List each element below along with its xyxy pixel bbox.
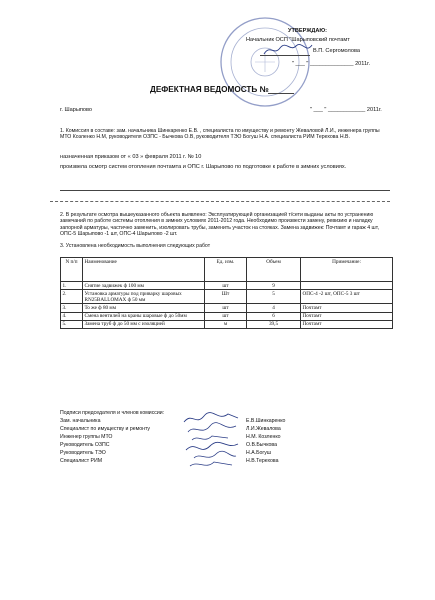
table-row (61, 290, 393, 304)
signatory-name: Н.В.Терехова (246, 458, 279, 464)
cell-name: Установка арматуры под приварку шаровых RN25BALLOMAX ф 50 мм (83, 290, 205, 304)
approval-date: " ___ " ______________ 2011г. (292, 61, 371, 67)
section-divider (50, 201, 390, 202)
cell-note (301, 282, 393, 290)
cell-number: 3. (61, 304, 83, 312)
signatory-name: Л.И.Жевалова (246, 426, 281, 432)
signature-role: Специалист РИМ (60, 458, 103, 464)
document-number-line (268, 93, 294, 94)
signatory-name: О.В.Бычкова (246, 442, 278, 448)
table-header-row (61, 258, 393, 282)
cell-name: Замена труб ф до 50 мм с изоляцией (83, 320, 205, 328)
table-row (61, 304, 393, 312)
cell-note: Почтамт (301, 320, 393, 328)
order-reference: назначенная приказом от « 03 » февраля 2011 г. № 10 (60, 154, 202, 160)
cell-volume: 4 (247, 304, 301, 312)
cell-unit: шт (205, 312, 247, 320)
approval-name: В.П. Сергомолова (313, 48, 360, 54)
cell-number: 1. (61, 282, 83, 290)
cell-number: 4. (61, 312, 83, 320)
col-header-name: Наименование (83, 258, 205, 282)
signatures-intro: Подписи председателя и членов комиссии: (60, 410, 165, 416)
table-row (61, 282, 393, 290)
cell-name: Смена вентилей на краны шаровые ф до 50мм (83, 312, 205, 320)
cell-volume: 39,5 (247, 320, 301, 328)
signature-role: Руководитель ТЭО (60, 450, 106, 456)
col-header-note: Примечание: (301, 258, 393, 282)
city-label: г. Шарыпово (60, 107, 92, 113)
cell-name: Снятие задвижек ф 100 мм (83, 282, 205, 290)
cell-note: Почтамт (301, 304, 393, 312)
handwritten-signatures (178, 410, 246, 472)
signature-role: Руководитель ОЗПС (60, 442, 110, 448)
works-required-label: 3. Установлена необходимость выполнения следующих работ (60, 243, 211, 249)
inspection-subject: произвела осмотр систем отопления почтамта и ОПС г. Шарыпово по подготовке к работе в зимних условиях. (60, 164, 347, 170)
col-header-volume: Объем (247, 258, 301, 282)
approval-position: Начальник ОСП "Шарыповский почтамт (246, 37, 350, 43)
signatory-name: Н.А.Богуш (246, 450, 272, 456)
signatory-name: Е.В.Шинкаренко (246, 418, 286, 424)
defects-table (60, 257, 393, 329)
cell-note: ОПС-4 -2 шт, ОПС-5 3 шт (301, 290, 393, 304)
signature-role: Зам. начальника (60, 418, 101, 424)
document-date: " ___ " ____________ 2011г. (310, 107, 382, 113)
cell-volume: 6 (247, 312, 301, 320)
cell-number: 2. (61, 290, 83, 304)
cell-volume: 5 (247, 290, 301, 304)
cell-unit: Шт (205, 290, 247, 304)
cell-unit: м (205, 320, 247, 328)
subject-underline (60, 190, 390, 191)
cell-number: 5. (61, 320, 83, 328)
table-row (61, 320, 393, 328)
approval-signature (262, 42, 314, 58)
approval-title: УТВЕРЖДАЮ: (288, 28, 328, 34)
cell-name: То же ф 80 мм (83, 304, 205, 312)
signature-role: Инженер группы МТО (60, 434, 113, 440)
inspection-results: 2. В результате осмотра вышеуказанного объекта выявлено: Эксплуатирующей организацией т/сети выданы акты по устранению замечаний по работе системы отопления в зимних условиях 2011-2012 года. Необходимо произвести замену, ревизию и наладку запорной арматуры, частично заменить, изолировать трубы, заменить участок на стояках. Замена задвижек: Почтамт и гараж 4 шт, ОПС-5 Шарыпово -1 шт, ОПС-4 Шарыпово -2 шт. (60, 212, 379, 238)
table-row (61, 312, 393, 320)
col-header-number: N п/п (61, 258, 83, 282)
signature-role: Специалист по имуществу и ремонту (60, 426, 150, 432)
cell-unit: шт (205, 304, 247, 312)
col-header-unit: Ед. изм. (205, 258, 247, 282)
cell-volume: 9 (247, 282, 301, 290)
commission-composition: 1. Комиссия в составе: зам. начальника Шинкаренко Е.В. , специалиста по имуществу и ремонту Жеваловой Л.И., инженера группы МТО Козленко Н.М, руководителя ОЗПС - Бычкова О.В, руководителя ТЭО Богуш Н.А. специалиста РИМ Терехова Н.В. (60, 128, 380, 141)
cell-unit: шт (205, 282, 247, 290)
document-title: ДЕФЕКТНАЯ ВЕДОМОСТЬ № (150, 85, 269, 94)
signatory-name: Н.М. Козленко (246, 434, 281, 440)
cell-note: Почтамт (301, 312, 393, 320)
